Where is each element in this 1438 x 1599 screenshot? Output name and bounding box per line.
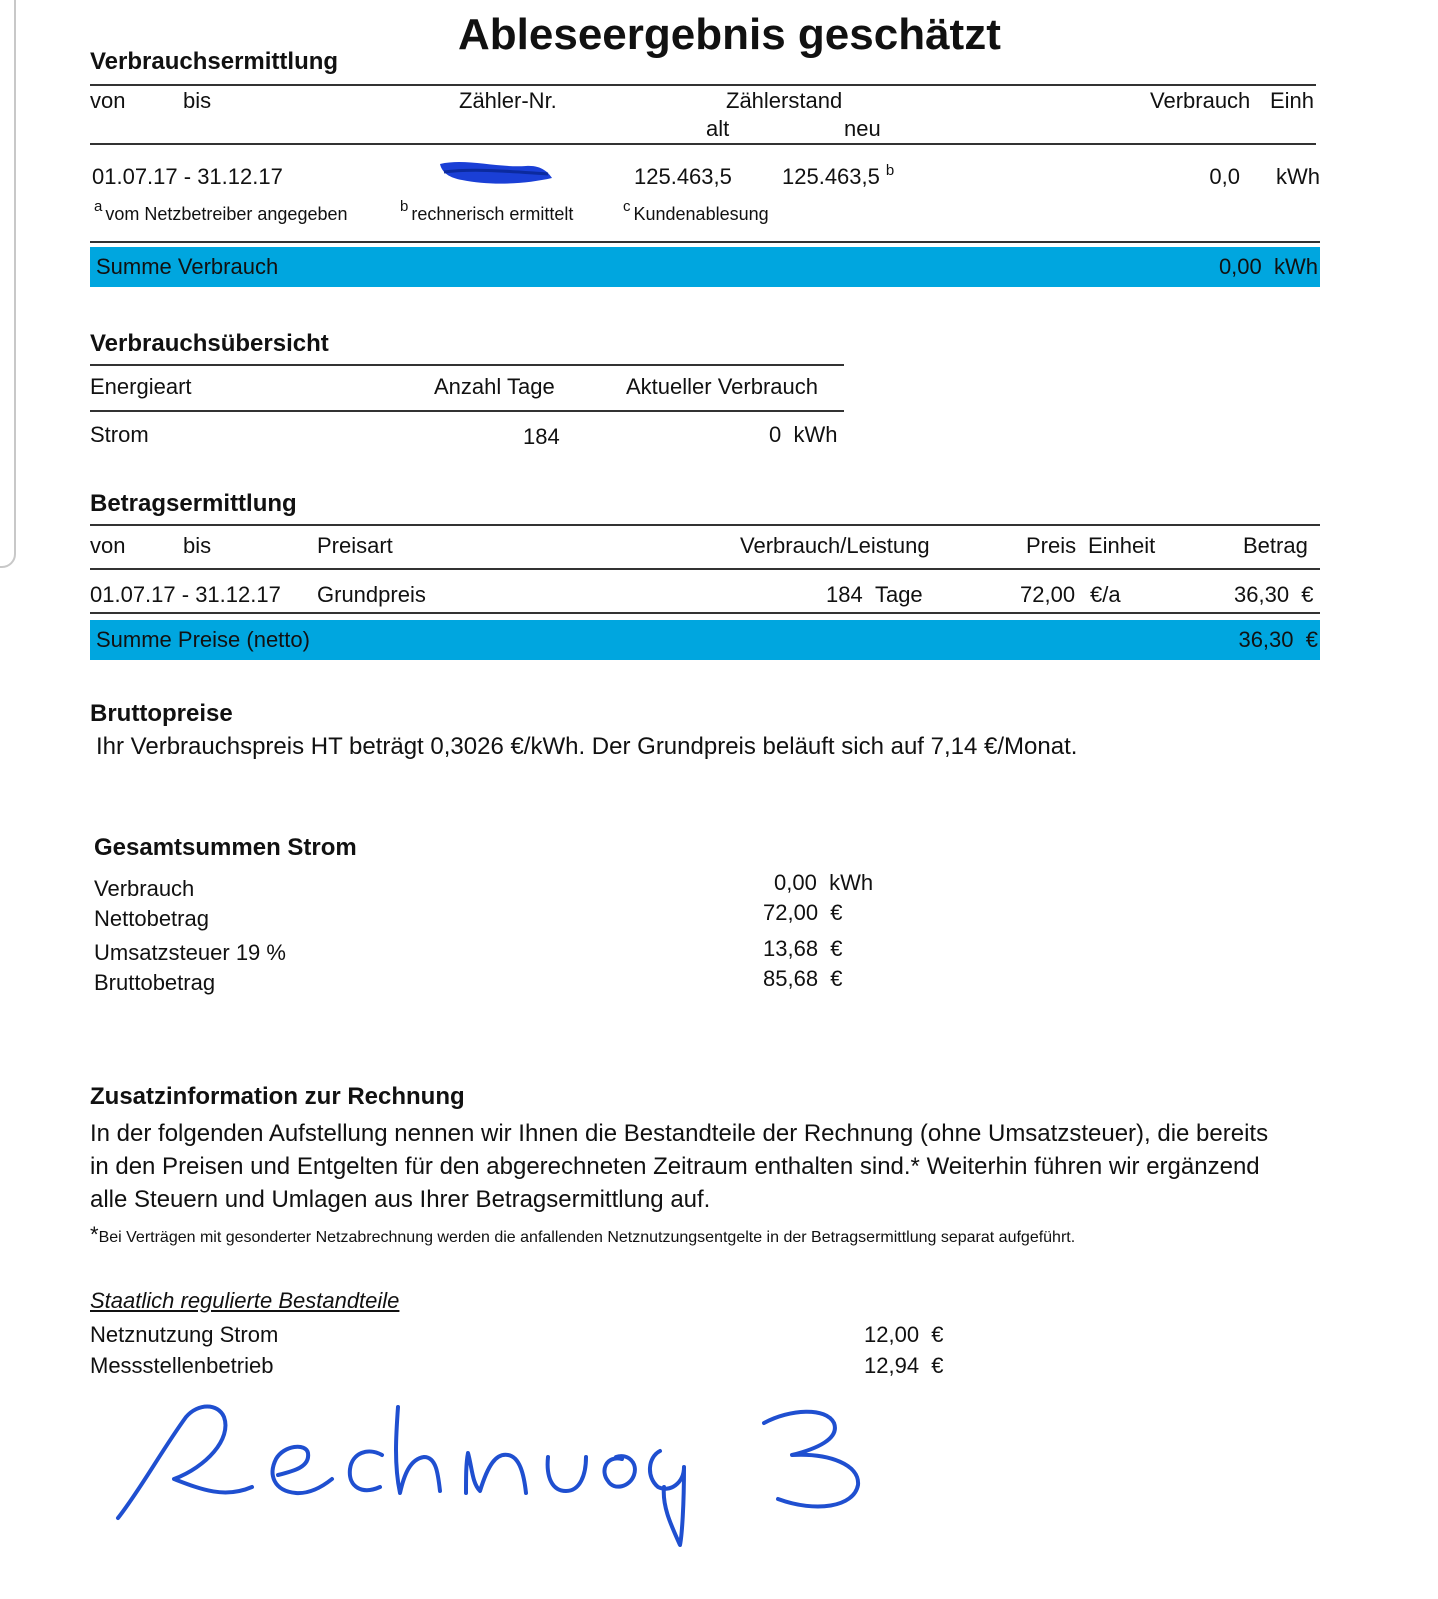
staatlich-label-netznutzung: Netznutzung Strom (90, 1322, 279, 1347)
zaehlerstand-neu-mark: b (885, 162, 895, 179)
zeitraum: 01.07.17 - 31.12.17 (90, 582, 281, 607)
anzahl-tage-value: 184 (523, 424, 560, 449)
zusatzinfo-line-2: in den Preisen und Entgelten für den abgerechneten Zeitraum enthalten sind.* Weiterhin führen wir ergänzend (90, 1153, 1260, 1180)
col-header-neu: neu (844, 116, 881, 141)
col-header-energieart: Energieart (90, 374, 192, 399)
bruttopreise-text: Ihr Verbrauchspreis HT beträgt 0,3026 €/kWh. Der Grundpreis beläuft sich auf 7,14 €/Monat. (96, 733, 1078, 760)
summe-preise-total: 36,30 € (1238, 627, 1318, 652)
divider (90, 568, 1320, 570)
gesamt-value-ust: 13,68 € (763, 936, 843, 961)
preis-einheit: €/a (1090, 582, 1121, 607)
handwritten-note (100, 1395, 1000, 1595)
verbrauch-leistung-value: 184 Tage (826, 582, 923, 607)
section-heading-bruttopreise: Bruttopreise (90, 700, 233, 727)
gesamt-value-verbrauch: 0,00 kWh (774, 870, 874, 895)
summe-verbrauch-band (90, 247, 1320, 287)
summe-preise-label: Summe Preise (netto) (96, 627, 310, 652)
preisart-value: Grundpreis (317, 582, 426, 607)
zusatzinfo-line-1: In der folgenden Aufstellung nennen wir Ihnen die Bestandteile der Rechnung (ohne Umsatzsteuer), die bereits (90, 1120, 1269, 1147)
verbrauch-value: 0,0 (1209, 164, 1240, 189)
gesamt-value-brutto: 85,68 € (763, 966, 843, 991)
divider (90, 612, 1320, 614)
col-header-zaehler-nr: Zähler-Nr. (459, 88, 557, 113)
col-header-verbrauch: Verbrauch (1150, 88, 1251, 113)
redacted-meter-number (436, 158, 556, 188)
section-heading-verbrauchsuebersicht: Verbrauchsübersicht (90, 330, 329, 357)
section-heading-betragsermittlung: Betragsermittlung (90, 490, 297, 517)
betrag-value: 36,30 € (1234, 582, 1314, 607)
zusatzinfo-line-3: alle Steuern und Umlagen aus Ihrer Betragsermittlung auf. (90, 1186, 711, 1213)
legend-b: $^b$ rechnerisch ermittelt (400, 198, 574, 224)
summe-verbrauch-total: 0,00 kWh (1218, 254, 1318, 279)
gesamt-label-brutto: Bruttobetrag (94, 970, 216, 995)
col-header-aktueller-verbrauch: Aktueller Verbrauch (626, 374, 818, 399)
divider (90, 143, 1316, 145)
legend-a: $^a$ vom Netzbetreiber angegeben (94, 198, 348, 224)
preis-value: 72,00 (1020, 582, 1076, 607)
col-header-zaehlerstand: Zählerstand (726, 88, 843, 113)
divider (90, 241, 1320, 243)
zaehlerstand-neu: 125.463,5 (782, 164, 880, 189)
gesamt-label-ust: Umsatzsteuer 19 % (94, 940, 286, 965)
col-header-alt: alt (706, 116, 730, 141)
divider (90, 364, 844, 366)
col-header-von: von (90, 88, 126, 113)
col-header-verbrauch-leistung: Verbrauch/Leistung (740, 533, 930, 558)
summe-verbrauch-label: Summe Verbrauch (96, 254, 279, 279)
col-header-einheit: Einheit (1088, 533, 1156, 558)
staatlich-value-netznutzung: 12,00 € (864, 1322, 944, 1347)
section-heading-zusatzinfo: Zusatzinformation zur Rechnung (90, 1083, 465, 1110)
col-header-einheit: Einh (1270, 88, 1315, 113)
zeitraum: 01.07.17 - 31.12.17 (92, 164, 283, 189)
col-header-preisart: Preisart (317, 533, 393, 558)
zaehlerstand-alt: 125.463,5 (634, 164, 732, 189)
legend-c: $^c$ Kundenablesung (623, 198, 769, 224)
section-heading-staatlich: Staatlich regulierte Bestandteile (90, 1288, 400, 1313)
col-header-preis: Preis (1026, 533, 1077, 558)
summe-preise-band (90, 620, 1320, 660)
staatlich-value-messstellen: 12,94 € (864, 1353, 944, 1378)
section-heading-verbrauchsermittlung: Verbrauchsermittlung (90, 48, 339, 75)
col-header-von: von (90, 533, 126, 558)
col-header-betrag: Betrag (1243, 533, 1308, 558)
col-header-anzahl-tage: Anzahl Tage (434, 374, 555, 399)
divider (90, 84, 1316, 86)
verbrauch-unit: kWh (1276, 164, 1320, 189)
aktueller-verbrauch-value: 0 kWh (769, 422, 838, 447)
section-heading-gesamtsummen: Gesamtsummen Strom (94, 834, 357, 861)
gesamt-label-verbrauch: Verbrauch (94, 876, 195, 901)
col-header-bis: bis (183, 88, 212, 113)
col-header-bis: bis (183, 533, 212, 558)
gesamt-value-netto: 72,00 € (763, 900, 843, 925)
divider (90, 524, 1320, 526)
gesamt-label-netto: Nettobetrag (94, 906, 209, 931)
zusatzinfo-footnote: *Bei Verträgen mit gesonderter Netzabrechnung werden die anfallenden Netznutzungsentgelte in der Betragsermittlung separat aufgeführt. (90, 1222, 1076, 1247)
divider (90, 410, 844, 412)
page-edge (0, 0, 16, 568)
staatlich-label-messstellen: Messstellenbetrieb (90, 1353, 274, 1378)
page-title: Ableseergebnis geschätzt (458, 10, 1001, 59)
energieart-value: Strom (90, 422, 149, 447)
